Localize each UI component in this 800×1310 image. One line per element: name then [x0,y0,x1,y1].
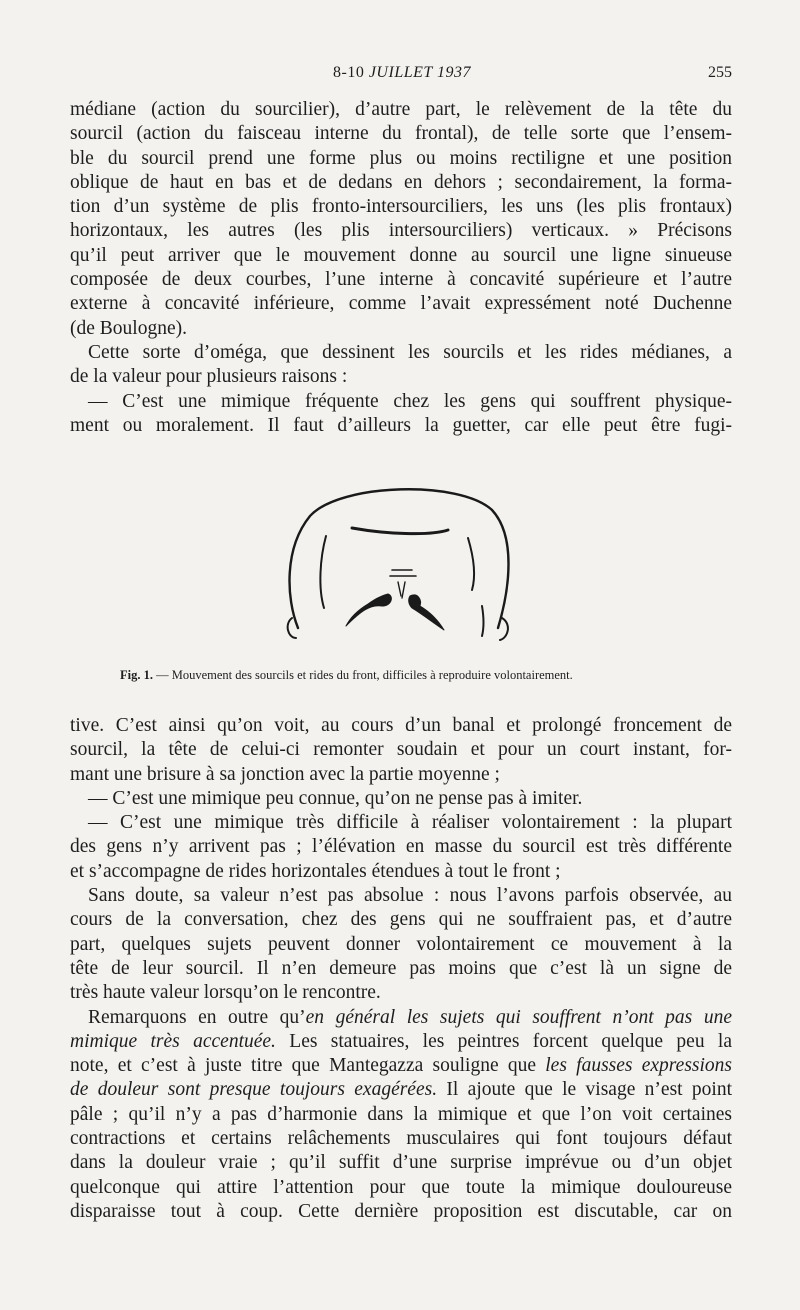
text-span: Les statuaires, les peintres forcent quelque peu la [275,1030,732,1052]
figure-label: Fig. 1. [120,668,153,682]
text-line: tion d’un système de plis fronto-intersourciliers, les uns (les plis frontaux) [70,196,732,218]
vertical-wrinkle [398,582,401,596]
emphasis-span: en général les sujets qui souffrent n’ont pas une [305,1006,732,1028]
emphasis-span: de douleur sont presque toujours exagérées. [70,1079,438,1101]
right-temple-line [468,538,474,590]
text-line: qu’il peut arriver que le mouvement donne au sourcil une ligne sinueuse [70,244,732,266]
text-line: des gens n’y arrivent pas ; l’élévation en masse du sourcil est très différente [70,836,732,858]
right-ear [500,618,508,640]
text-span: Remarquons en outre qu’ [88,1006,306,1028]
text-line: tive. C’est ainsi qu’on voit, au cours d’un banal et prolongé froncement de [70,715,732,736]
text-line: pâle ; qu’il n’y a pas d’harmonie dans la mimique et que l’on voit certaines [70,1103,732,1125]
emphasis-span: les fausses expressions [545,1055,733,1077]
page-header [72,64,732,88]
text-line: mant une brisure à sa jonction avec la partie moyenne ; [70,763,500,785]
text-line: externe à concavité inférieure, comme l’avait expressément noté Duchenne [70,293,732,315]
list-item-dash: — C’est une mimique très difficile à réaliser volontairement : la plupart [88,812,732,834]
text-line: horizontaux, les autres (les plis intersourciliers) verticaux. » Précisons [70,220,732,242]
text-line: contractions et certains relâchements musculaires qui font toujours défaut [70,1128,732,1150]
text-span: Il ajoute que le visage n’est point [437,1079,733,1101]
text-line: très haute valeur lorsqu’on le rencontre. [70,982,381,1004]
text-line: cours de la conversation, chez des gens qui ne souffraient pas, et d’autre [70,909,732,931]
list-item-dash: — C’est une mimique fréquente chez les gens qui souffrent physique- [88,390,732,412]
list-item-dash: — C’est une mimique peu connue, qu’on ne pense pas à imiter. [88,787,583,809]
text-line: (de Boulogne). [70,317,187,339]
text-line [70,1054,732,1078]
text-line [70,1030,732,1054]
text-line: quelconque qui attire l’attention pour que toute la mimique douloureuse [70,1176,732,1198]
figure-caption-text: — Mouvement des sourcils et rides du front, difficiles à reproduire volontairement. [152,668,573,682]
figure-caption [120,668,680,683]
text-block-bottom [70,714,732,1224]
text-line [70,1078,732,1102]
text-line: ment ou moralement. Il faut d’ailleurs la guetter, car elle peut être fugi- [70,414,732,436]
text-line: ble du sourcil prend une forme plus ou moins rectiligne et une position [70,147,732,169]
left-temple-line [320,536,326,608]
text-line: composée de deux courbes, l’une interne à concavité supérieure et l’autre [70,269,732,291]
right-cheek-line [482,606,484,636]
text-line: oblique de haut en bas et de dedans en dehors ; secondairement, la forma- [70,171,732,193]
left-eyebrow [346,594,391,626]
text-span: note, et c’est à juste titre que Mantegazza souligne que [70,1055,546,1077]
emphasis-span: mimique très accentuée. [70,1030,276,1052]
text-line: part, quelques sujets peuvent donner volontairement ce mouvement à la [70,933,732,955]
running-head-month-year: JUILLET 1937 [368,64,471,81]
text-line: sourcil (action du faisceau interne du frontal), de telle sorte que l’ensem- [70,123,732,145]
text-line: sourcil, la tête de celui-ci remonter soudain et pour un court instant, for- [70,739,732,761]
paragraph-start: Cette sorte d’oméga, que dessinent les sourcils et les rides médianes, a [88,341,732,363]
text-line: dans la douleur vraie ; qu’il suffit d’une surprise imprévue ou d’un objet [70,1152,732,1174]
running-head-date: 8-10 [333,64,365,81]
right-eyebrow [409,595,444,630]
vertical-wrinkle [402,582,405,598]
page-number: 255 [708,64,732,81]
text-line: de la valeur pour plusieurs raisons : [70,366,348,388]
forehead-wrinkle [352,528,448,534]
paragraph-start [70,1006,732,1030]
text-line: tête de leur sourcil. Il n’en demeure pas moins que c’est là un signe de [70,957,732,979]
paragraph-start: Sans doute, sa valeur n’est pas absolue : nous l’avons parfois observée, au [88,885,732,907]
figure-face-drawing [270,478,530,653]
text-line: disparaisse tout à coup. Cette dernière proposition est discutable, car on [70,1200,732,1222]
text-line: médiane (action du sourcilier), d’autre part, le relèvement de la tête du [70,99,732,120]
running-head [72,64,732,82]
text-block-top [70,98,732,438]
text-line: et s’accompagne de rides horizontales étendues à tout le front ; [70,860,561,882]
